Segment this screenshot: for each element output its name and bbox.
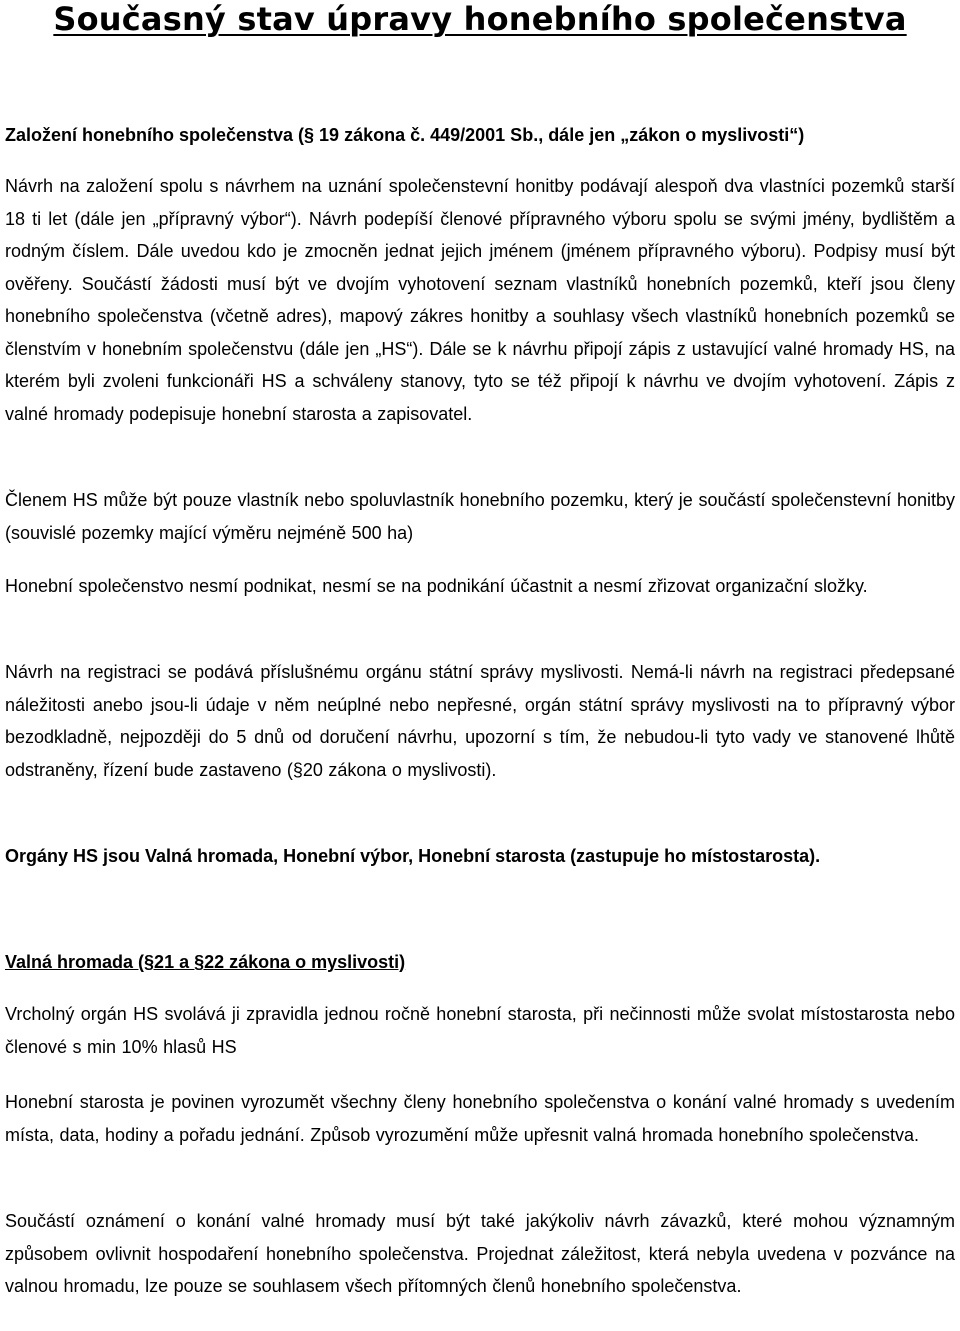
paragraph-meeting-agenda: Součástí oznámení o konání valné hromady musí být také jakýkoliv návrh závazků, které mohou významným způsobem ovlivnit hospodaření honebního společenstva. Projednat záležitost, která nebyla uvedena v pozvánce na valnou hromadu, lze pouze se souhlasem všech přítomných členů honebního společenstva. bbox=[5, 1211, 955, 1296]
paragraph-supreme-body: Vrcholný orgán HS svolává ji zpravidla jednou ročně honební starosta, při nečinnosti může svolat místostarosta nebo členové s min 10% hlasů HS bbox=[5, 1004, 955, 1057]
paragraph-registration: Návrh na registraci se podává příslušnému orgánu státní správy myslivosti. Nemá-li návrh na registraci předepsané náležitosti anebo jsou-li údaje v něm neúplné nebo nepřesné, orgán státní správy myslivosti na to přípravný výbor bezodkladně, nejpozději do 5 dnů od doručení návrhu, upozorní s tím, že nebudou-li tyto vady ve stanovené lhůtě odstraněny, řízení bude zastaveno (§20 zákona o myslivosti). bbox=[5, 662, 955, 780]
paragraph-notification: Honební starosta je povinen vyrozumět všechny členy honebního společenstva o konání valné hromady s uvedením místa, data, hodiny a pořadu jednání. Způsob vyrozumění může upřesnit valná hromada honebního společenstva. bbox=[5, 1092, 955, 1145]
paragraph-membership: Členem HS může být pouze vlastník nebo spoluvlastník honebního pozemku, který je součástí společenstevní honitby (souvislé pozemky mající výměru nejméně 500 ha) bbox=[5, 490, 955, 543]
paragraph-founding-proposal: Návrh na založení spolu s návrhem na uznání společenstevní honitby podávají alespoň dva vlastníci pozemků starší 18 ti let (dále jen „přípravný výbor“). Návrh podepíší členové přípravného výboru spolu se svými jmény, bydlištěm a rodným číslem. Dále uvedou kdo je zmocněn jednat jejich jménem (jménem přípravného výboru). Podpisy musí být ověřeny. Součástí žádosti musí být ve dvojím vyhotovení seznam vlastníků honebních pozemků, kteří jsou členy honebního společenstva (včetně adres), mapový zákres honitby a souhlasy všech vlastníků honebních pozemků se členstvím v honebním společenstvu (dále jen „HS“). Dále se k návrhu připojí zápis z ustavující valné hromady HS, na kterém byli zvoleni funkcionáři HS a schváleny stanovy, tyto se též připojí k návrhu ve dvojím vyhotovení. Zápis z valné hromady podepisuje honební starosta a zapisovatel. bbox=[5, 176, 955, 424]
paragraph-no-business: Honební společenstvo nesmí podnikat, nesmí se na podnikání účastnit a nesmí zřizovat organizační složky. bbox=[5, 576, 868, 596]
section-heading-founding: Založení honebního společenstva (§ 19 zákona č. 449/2001 Sb., dále jen „zákon o myslivosti“) bbox=[5, 125, 805, 145]
document-page bbox=[5, 0, 955, 1296]
page-title: Současný stav úpravy honebního společenstva bbox=[53, 0, 907, 38]
organs-heading: Orgány HS jsou Valná hromada, Honební výbor, Honební starosta (zastupuje ho místostarosta). bbox=[5, 846, 821, 866]
section-heading-general-meeting: Valná hromada (§21 a §22 zákona o myslivosti) bbox=[5, 952, 406, 972]
